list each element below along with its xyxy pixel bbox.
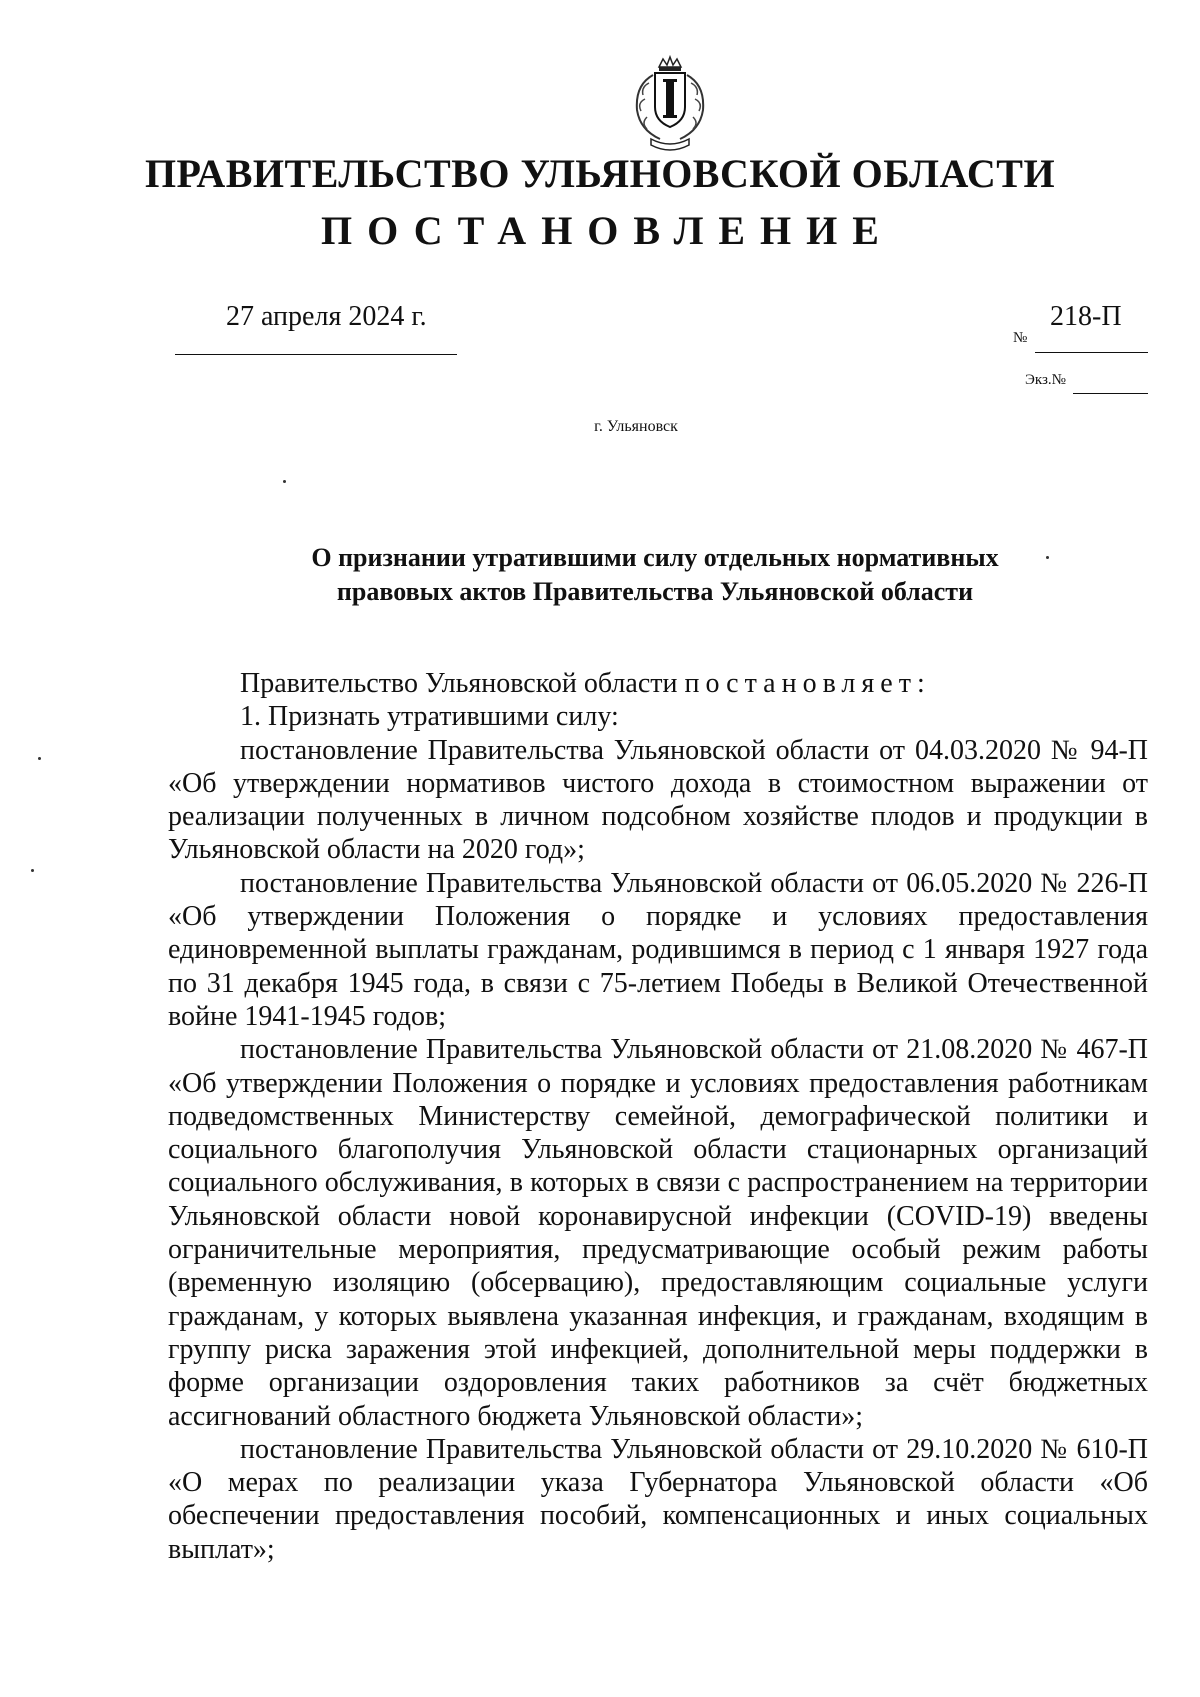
scan-speck	[31, 869, 34, 872]
copy-number-underline	[1073, 393, 1148, 394]
copy-number-label: Экз.№	[1025, 372, 1066, 388]
number-underline	[1035, 352, 1148, 353]
item-1-heading: 1. Признать утратившими силу:	[240, 701, 619, 733]
document-subject	[240, 541, 1070, 609]
government-title: ПРАВИТЕЛЬСТВО УЛЬЯНОВСКОЙ ОБЛАСТИ	[144, 151, 1056, 196]
scan-speck	[283, 480, 286, 483]
document-body	[168, 667, 1148, 1566]
subject-line-2: правовых актов Правительства Ульяновской области	[336, 577, 974, 606]
date-underline	[175, 354, 457, 355]
intro-prefix: Правительство Ульяновской области	[240, 668, 685, 699]
number-label: №	[1013, 330, 1028, 346]
coat-of-arms-emblem	[615, 55, 725, 155]
document-number: 218-П	[1050, 301, 1122, 332]
city-label: г. Ульяновск	[594, 418, 678, 435]
act-paragraph-1: постановление Правительства Ульяновской области от 04.03.2020 № 94-П «Об утверждении нормативов чистого дохода в стоимостном выражении от реализации полученных в личном подсобном хозяйстве плодов и продукции в Ульяновской области на 2020 год»;	[168, 734, 1148, 866]
scan-speck	[38, 757, 41, 760]
subject-line-1: О признании утратившими силу отдельных нормативных	[311, 543, 999, 572]
intro-verb: постановляет	[684, 668, 917, 699]
document-type-title: ПОСТАНОВЛЕНИЕ	[321, 208, 894, 253]
intro-paragraph	[168, 667, 1148, 700]
document-date: 27 апреля 2024 г.	[226, 301, 427, 332]
intro-suffix: :	[916, 668, 925, 699]
act-paragraph-2: постановление Правительства Ульяновской области от 06.05.2020 № 226-П «Об утверждении Положения о порядке и условиях предоставления единовременной выплаты гражданам, родившимся в период с 1 января 1927 года по 31 декабря 1945 года, в связи с 75-летием Победы в Великой Отечественной войне 1941-1945 годов;	[168, 867, 1148, 1032]
act-paragraph-4: постановление Правительства Ульяновской области от 29.10.2020 № 610-П «О мерах по реализации указа Губернатора Ульяновской области «Об обеспечении предоставления пособий, компенсационных и иных социальных выплат»;	[168, 1433, 1148, 1565]
act-paragraph-3: постановление Правительства Ульяновской области от 21.08.2020 № 467-П «Об утверждении Положения о порядке и условиях предоставления работникам подведомственных Министерству семейной, демографической политики и социального благополучия Ульяновской области стационарных организаций социального обслуживания, в которых в связи с распространением на территории Ульяновской области новой коронавирусной инфекции (COVID-19) введены ограничительные мероприятия, предусматривающие особый режим работы (временную изоляцию (обсервацию), предоставляющим социальные услуги гражданам, у которых выявлена указанная инфекция, и гражданам, входящим в группу риска заражения этой инфекцией, дополнительной меры поддержки в форме организации оздоровления таких работников за счёт бюджетных ассигнований областного бюджета Ульяновской области»;	[168, 1034, 1148, 1432]
